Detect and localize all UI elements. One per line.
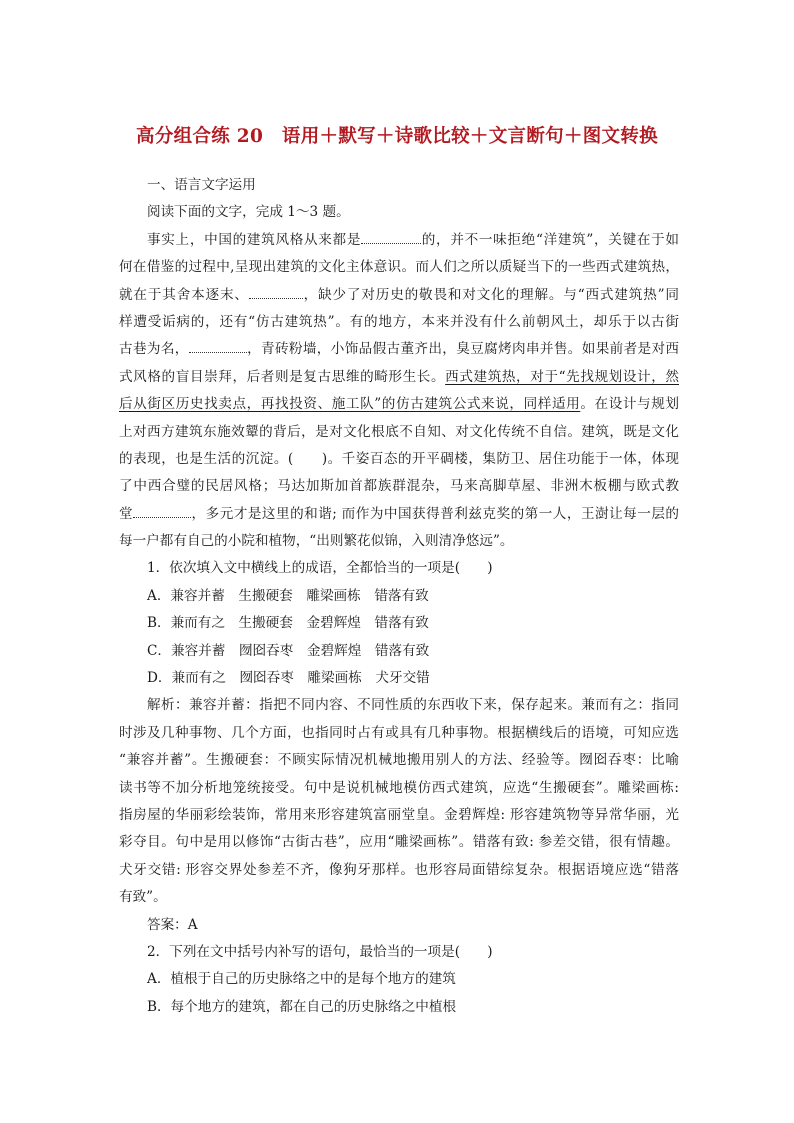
passage-line: 式风格的盲目崇拜，后者则是复古思维的畸形生长。西式建筑热，对于“先找规划设计，然 [119, 368, 679, 385]
passage-line: 堂 ，多元才是这里的和谐; 而作为中国获得普利兹克奖的第一人，王澍让每一层的 [119, 501, 679, 528]
underlined-sentence: 后从街区历史找卖点，再找投资、施工队”的仿古建筑公式来说，同样适用 [119, 396, 581, 413]
analysis-line: 解析：兼容并蓄：指把不同内容、不同性质的东西收下来，保存起来。兼而有之：指同 [147, 697, 679, 714]
passage-line: 古巷为名， ，青砖粉墙，小饰品假古董齐出，臭豆腐烤肉串并售。如果前者是对西 [119, 336, 679, 363]
passage-line: 每一户都有自己的小院和植物，“出则繁花似锦，入则清净悠远”。 [119, 533, 514, 550]
option-a: A．兼容并蓄 生搬硬套 雕梁画栋 错落有致 [147, 587, 429, 604]
passage-line: 事实上，中国的建筑风格从来都是 的，并不一味拒绝“洋建筑”，关键在于如 [119, 227, 679, 254]
page-title: 高分组合练 20 语用＋默写＋诗歌比较＋文言断句＋图文转换 [136, 126, 658, 147]
analysis-line: “兼容并蓄”。生搬硬套：不顾实际情况机械地搬用别人的方法、经验等。囫囵吞枣：比喻 [119, 752, 679, 769]
passage-line: 何在借鉴的过程中,呈现出建筑的文化主体意识。而人们之所以质疑当下的一些西式建筑热， [119, 259, 679, 276]
analysis-line: 读书等不加分析地笼统接受。句中是说机械地模仿西式建筑，应选“生搬硬套”。雕梁画栋: [119, 779, 679, 796]
answer-blank [361, 229, 421, 244]
option-b: B．每个地方的建筑，都在自己的历史脉络之中植根 [147, 998, 457, 1015]
analysis-line: 彩夺目。句中是用以修饰“古街古巷”，应用“雕梁画栋”。错落有致: 参差交错，很有情趣。 [119, 834, 679, 851]
option-c: C．兼容并蓄 囫囵吞枣 金碧辉煌 错落有致 [147, 642, 430, 659]
analysis-line: 有致”。 [119, 889, 167, 906]
passage-line: 就在于其舍本逐末、 ，缺少了对历史的敬畏和对文化的理解。与“西式建筑热”同 [119, 282, 679, 309]
question-stem: 1．依次填入文中横线上的成语，全都恰当的一项是( ) [147, 560, 493, 577]
passage-line: 样遭受诟病的，还有“仿古建筑热”。有的地方，本来并没有什么前朝风土，却乐于以古街 [119, 313, 679, 330]
passage-line: 了中西合璧的民居风格；马达加斯加首都族群混杂，马来高脚草屋、非洲木板棚与欧式教 [119, 478, 679, 495]
answer-text: 答案：A [147, 916, 198, 933]
section-heading: 一、语言文字运用 [147, 177, 256, 193]
passage-line: 后从街区历史找卖点，再找投资、施工队”的仿古建筑公式来说，同样适用。在设计与规划 [119, 396, 680, 413]
analysis-line: 时涉及几种事物、几个方面，也指同时占有或具有几种事物。根据横线后的语境，可知应选 [119, 724, 679, 741]
option-a: A．植根于自己的历史脉络之中的是每个地方的建筑 [147, 971, 456, 988]
answer-blank [189, 338, 247, 353]
analysis-line: 犬牙交错: 形容交界处参差不齐，像狗牙那样。也形容局面错综复杂。根据语境应选“错落 [119, 861, 679, 878]
underlined-sentence: 西式建筑热，对于“先找规划设计，然 [445, 368, 679, 385]
answer-blank [249, 284, 303, 299]
answer-blank [133, 503, 191, 518]
option-d: D．兼而有之 囫囵吞枣 雕梁画栋 犬牙交错 [147, 670, 430, 687]
instruction-text: 阅读下面的文字，完成 1～3 题。 [147, 204, 350, 221]
passage-line: 上对西方建筑东施效颦的背后，是对文化根底不自知、对文化传统不自信。建筑，既是文化 [119, 423, 679, 440]
question-stem: 2．下列在文中括号内补写的语句，最恰当的一项是( ) [147, 943, 493, 960]
analysis-line: 指房屋的华丽彩绘装饰，常用来形容建筑富丽堂皇。金碧辉煌: 形容建筑物等异常华丽，光 [119, 806, 679, 823]
document-body [119, 172, 679, 1021]
option-b: B．兼而有之 生搬硬套 金碧辉煌 错落有致 [147, 615, 429, 632]
passage-line: 的表现，也是生活的沉淀。( )。千姿百态的开平碉楼，集防卫、居住功能于一体，体现 [119, 450, 679, 467]
